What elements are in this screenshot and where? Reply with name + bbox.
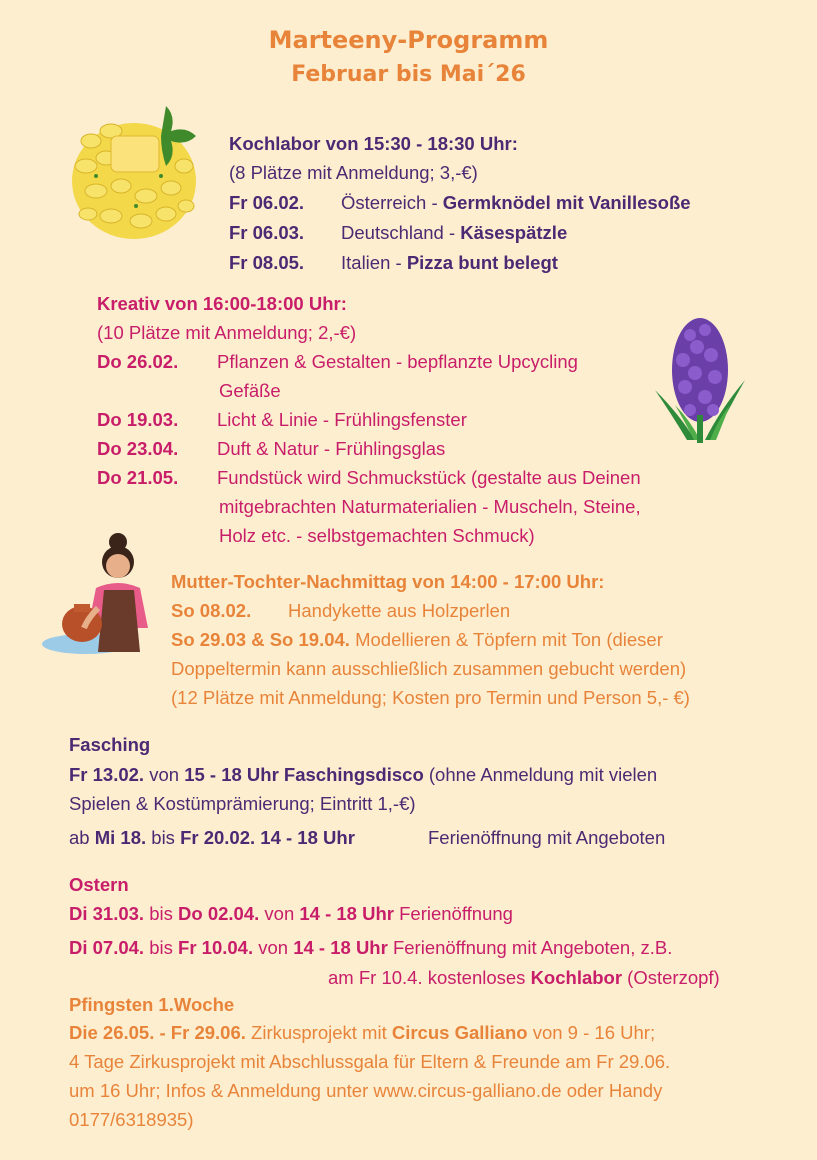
kochlabor-item: Fr 06.03. Deutschland - Käsespätzle bbox=[229, 222, 568, 243]
ostern-line: Di 07.04. bis Fr 10.04. von 14 - 18 Uhr Ferienöffnung mit Angeboten, z.B. bbox=[69, 937, 673, 958]
kochlabor-item: Fr 08.05. Italien - Pizza bunt belegt bbox=[229, 252, 558, 273]
kochlabor-item: Fr 06.02. Österreich - Germknödel mit Vanillesoße bbox=[229, 192, 691, 213]
kochlabor-note: (8 Plätze mit Anmeldung; 3,-€) bbox=[229, 162, 478, 183]
fasching-line: Spielen & Kostümprämierung; Eintritt 1,-€) bbox=[69, 793, 416, 814]
kreativ-item: Do 19.03. Licht & Linie - Frühlingsfenster bbox=[97, 409, 467, 430]
ostern-heading: Ostern bbox=[69, 874, 129, 895]
fasching-line-rest: Ferienöffnung mit Angeboten bbox=[428, 827, 666, 848]
kreativ-item-cont: Gefäße bbox=[219, 380, 281, 401]
kochlabor-heading: Kochlabor von 15:30 - 18:30 Uhr: bbox=[229, 133, 518, 154]
pfingsten-line: 0177/6318935) bbox=[69, 1109, 194, 1130]
kreativ-item-cont: mitgebrachten Naturmaterialien - Muscheln, Steine, bbox=[219, 496, 641, 517]
pfingsten-line: Die 26.05. - Fr 29.06. Zirkusprojekt mit Circus Galliano von 9 - 16 Uhr; bbox=[69, 1022, 656, 1043]
kreativ-item: Do 21.05. Fundstück wird Schmuckstück (gestalte aus Deinen bbox=[97, 467, 641, 488]
fasching-line: ab Mi 18. bis Fr 20.02. 14 - 18 Uhr bbox=[69, 827, 355, 848]
page-subtitle: Februar bis Mai´26 bbox=[291, 62, 526, 87]
pfingsten-line: 4 Tage Zirkusprojekt mit Abschlussgala für Eltern & Freunde am Fr 29.06. bbox=[69, 1051, 671, 1072]
potter-woman-image bbox=[38, 528, 158, 660]
page-title: Marteeny-Programm bbox=[268, 26, 549, 54]
kreativ-heading: Kreativ von 16:00-18:00 Uhr: bbox=[97, 293, 347, 314]
mutter-item: So 29.03 & So 19.04. Modellieren & Töpfern mit Ton (dieser bbox=[171, 629, 663, 650]
mutter-item: So 08.02. Handykette aus Holzperlen bbox=[171, 600, 511, 621]
mutter-note: (12 Plätze mit Anmeldung; Kosten pro Termin und Person 5,- €) bbox=[171, 687, 690, 708]
ostern-line: am Fr 10.4. kostenloses Kochlabor (Osterzopf) bbox=[328, 967, 720, 988]
mutter-heading: Mutter-Tochter-Nachmittag von 14:00 - 17:00 Uhr: bbox=[171, 571, 605, 592]
mutter-item-cont: Doppeltermin kann ausschließlich zusammen gebucht werden) bbox=[171, 658, 687, 679]
kreativ-item: Do 26.02. Pflanzen & Gestalten - bepflanzte Upcycling bbox=[97, 351, 578, 372]
spaetzle-image bbox=[66, 96, 206, 246]
hyacinth-image bbox=[645, 315, 755, 445]
kreativ-note: (10 Plätze mit Anmeldung; 2,-€) bbox=[97, 322, 357, 343]
pfingsten-line: um 16 Uhr; Infos & Anmeldung unter www.circus-galliano.de oder Handy bbox=[69, 1080, 663, 1101]
fasching-heading: Fasching bbox=[69, 734, 151, 755]
kreativ-item: Do 23.04. Duft & Natur - Frühlingsglas bbox=[97, 438, 446, 459]
fasching-line: Fr 13.02. von 15 - 18 Uhr Faschingsdisco (ohne Anmeldung mit vielen bbox=[69, 764, 658, 785]
kreativ-item-cont: Holz etc. - selbstgemachten Schmuck) bbox=[219, 525, 535, 546]
ostern-line: Di 31.03. bis Do 02.04. von 14 - 18 Uhr Ferienöffnung bbox=[69, 903, 513, 924]
pfingsten-heading: Pfingsten 1.Woche bbox=[69, 994, 235, 1015]
